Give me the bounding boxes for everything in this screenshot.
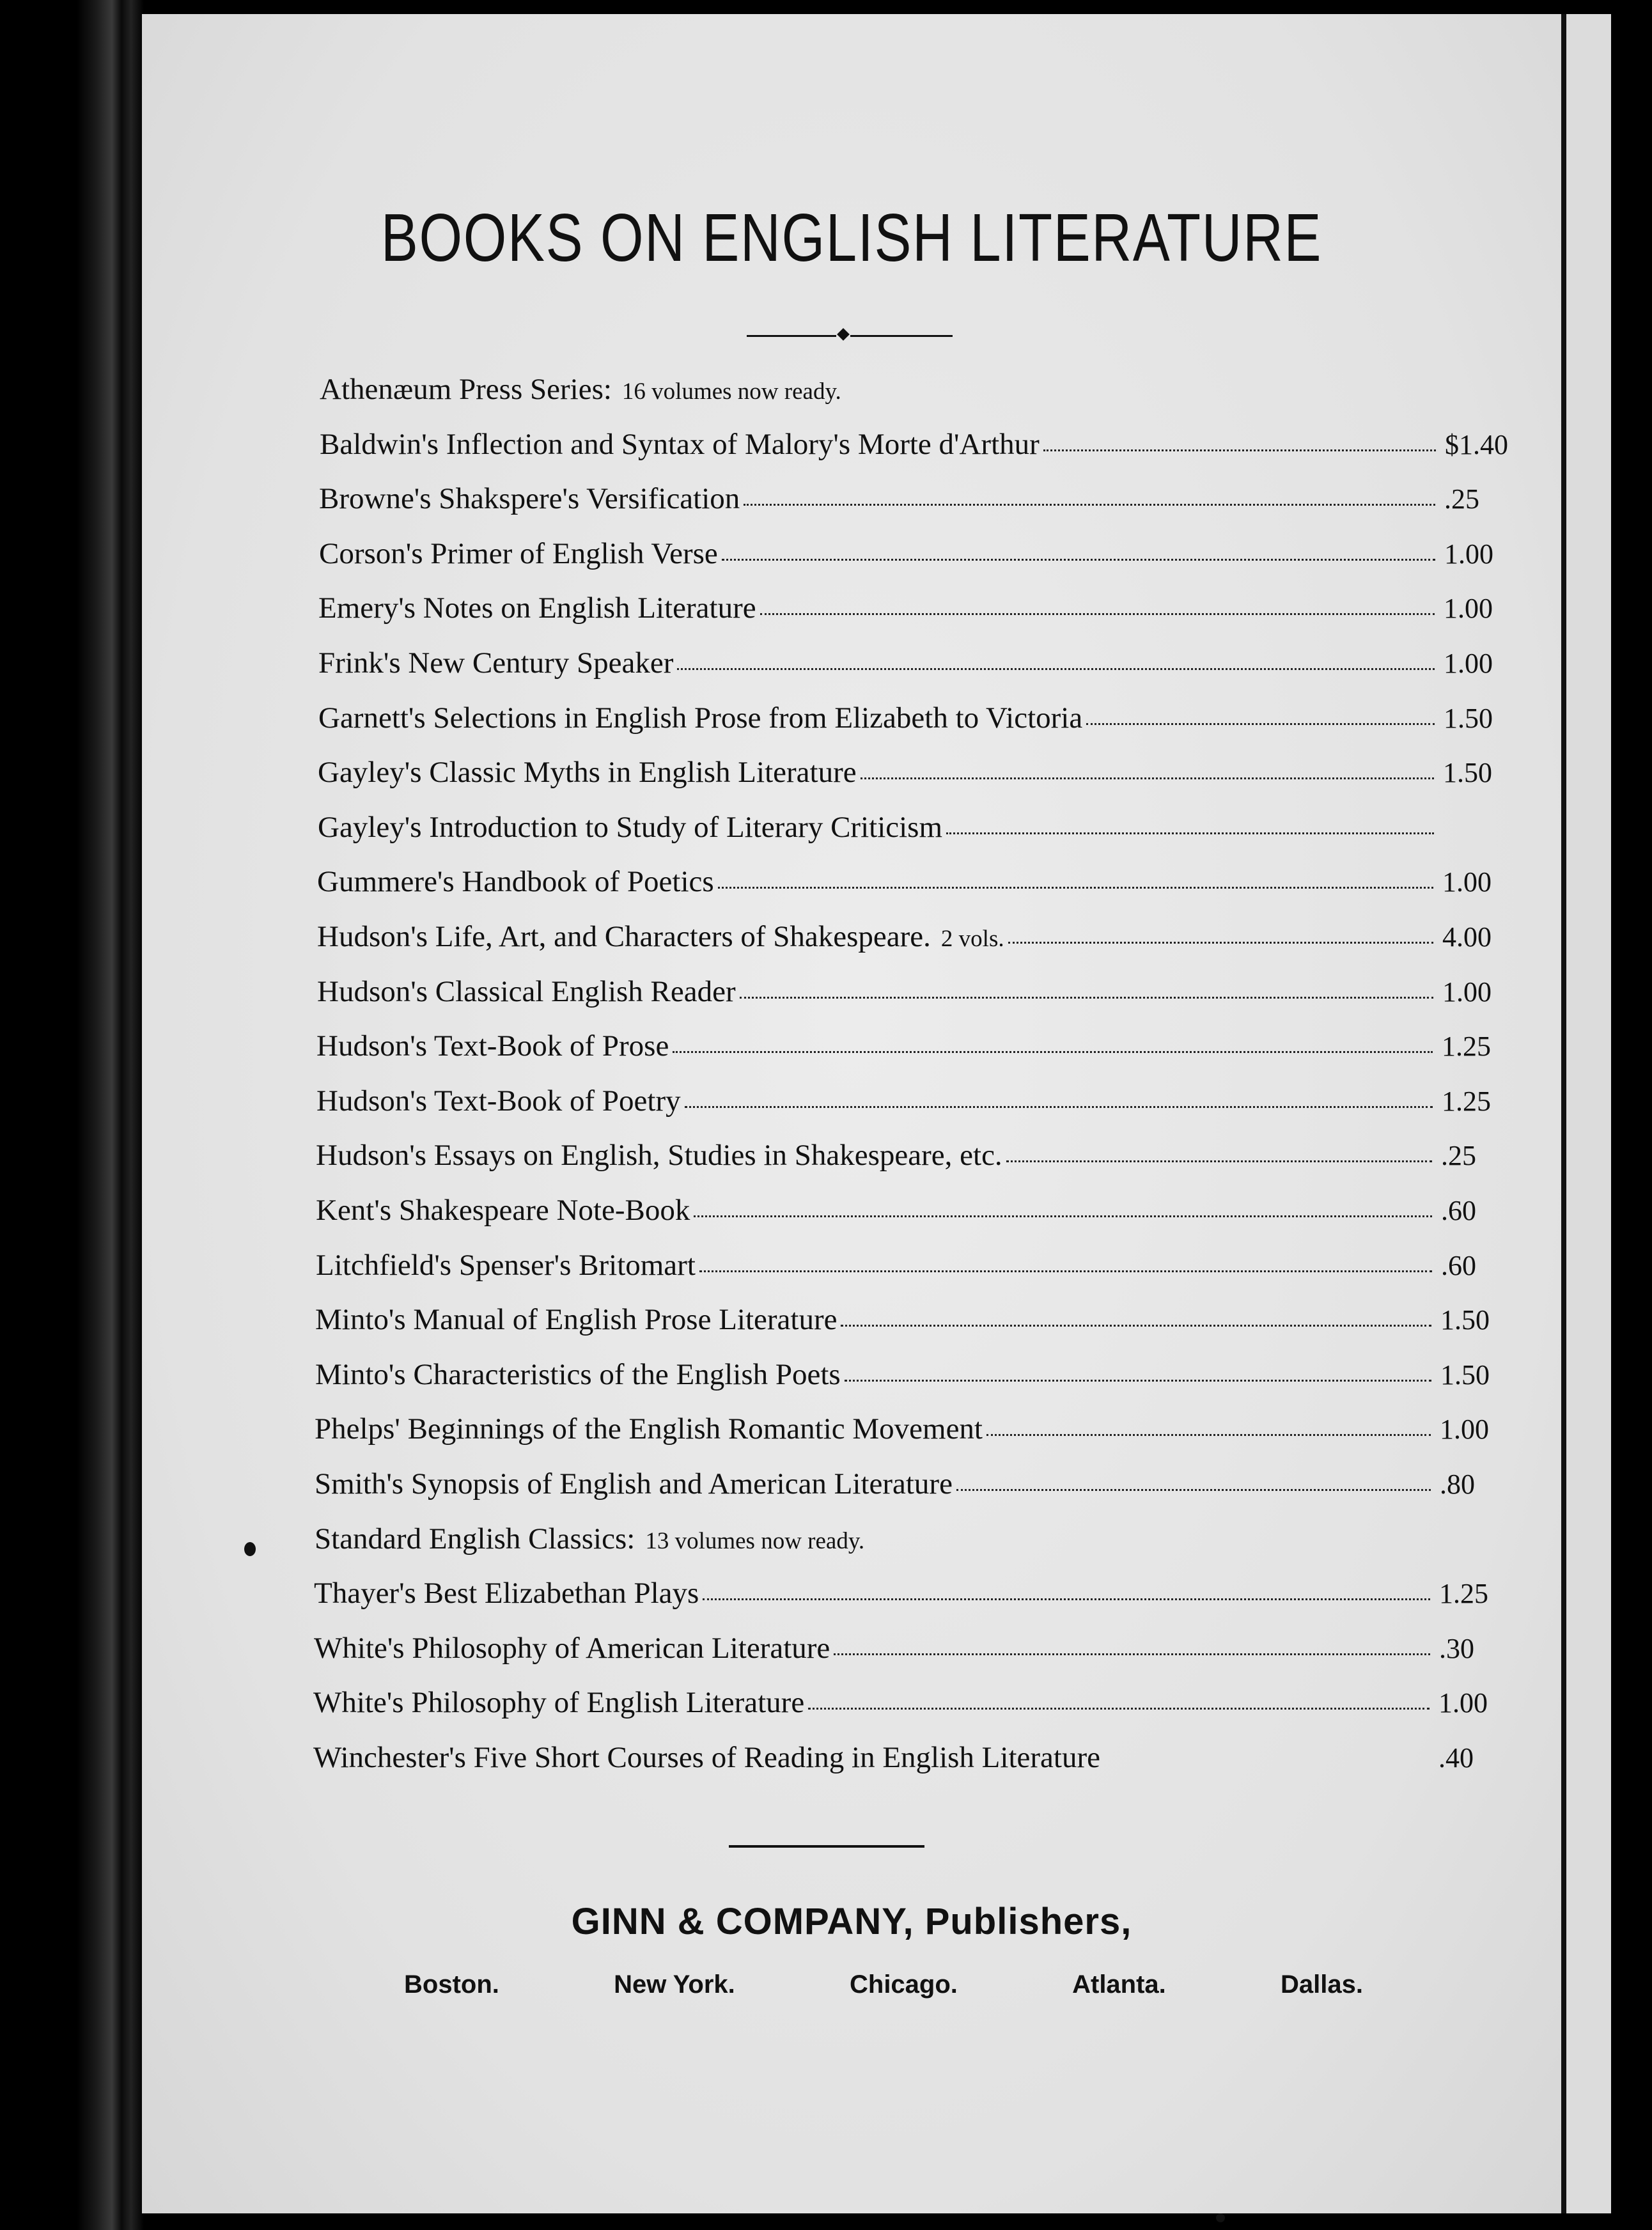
dot-leader (699, 1263, 1432, 1272)
city-list (404, 1970, 1363, 1999)
book-entry (318, 701, 1514, 752)
city-name: Boston. (404, 1970, 499, 1999)
dot-leader (1006, 1153, 1432, 1162)
book-title: Corson's Primer of English Verse (319, 536, 718, 570)
book-entry (318, 646, 1514, 697)
book-title: Garnett's Selections in English Prose from Elizabeth to Victoria (318, 701, 1083, 735)
dot-leader (808, 1700, 1430, 1710)
book-title: Gayley's Introduction to Study of Literary Criticism (318, 810, 943, 844)
ink-speck (244, 1542, 256, 1556)
book-price: 1.50 (1444, 702, 1493, 734)
city-name: Chicago. (850, 1970, 958, 1999)
book-price: 1.00 (1444, 648, 1493, 679)
book-entry (317, 919, 1513, 971)
book-price: 1.50 (1440, 1359, 1490, 1391)
catalog-page (142, 14, 1561, 2213)
book-entry (315, 1412, 1510, 1463)
book-entry (320, 372, 1515, 423)
book-title: Thayer's Best Elizabethan Plays (314, 1577, 699, 1610)
book-price: .80 (1440, 1469, 1475, 1500)
ink-speck (1216, 2213, 1225, 2222)
book-price: 1.00 (1438, 1687, 1488, 1719)
book-price: 1.50 (1443, 757, 1492, 789)
dot-leader (946, 825, 1434, 834)
book-title: White's Philosophy of English Literature (313, 1686, 805, 1720)
book-entry (313, 1685, 1509, 1736)
dot-leader (744, 496, 1435, 506)
book-title: Minto's Manual of English Prose Literature (315, 1303, 838, 1337)
dot-leader (1043, 442, 1436, 451)
book-title: Gummere's Handbook of Poetics (317, 865, 714, 899)
dot-leader (1008, 934, 1433, 944)
book-entry (315, 1522, 1510, 1573)
book-entry (316, 1029, 1512, 1080)
book-price: 1.00 (1442, 976, 1492, 1008)
book-entry (316, 1138, 1511, 1189)
dot-leader (760, 605, 1435, 615)
book-title: Litchfield's Spenser's Britomart (316, 1248, 696, 1282)
book-price: 1.00 (1444, 538, 1493, 570)
book-title: Winchester's Five Short Courses of Reading in English Literature (313, 1741, 1100, 1774)
book-price: 4.00 (1442, 921, 1492, 953)
book-title: Standard English Classics: (315, 1522, 635, 1556)
book-price: .60 (1441, 1249, 1476, 1281)
title-rule-left (747, 335, 836, 337)
title-rule-right (850, 335, 953, 337)
book-title: White's Philosophy of American Literature (314, 1631, 830, 1665)
book-entry (316, 1193, 1511, 1244)
book-title: Hudson's Essays on English, Studies in Shakespeare, etc. (316, 1139, 1002, 1173)
dot-leader (986, 1426, 1431, 1436)
dot-leader (718, 879, 1433, 889)
book-entry (318, 810, 1513, 861)
book-entry (319, 481, 1515, 533)
book-title: Kent's Shakespeare Note-Book (316, 1194, 690, 1227)
book-entry (317, 974, 1513, 1025)
book-entry (317, 864, 1513, 916)
book-price: $1.40 (1445, 428, 1508, 460)
book-title: Minto's Characteristics of the English Poets (315, 1357, 841, 1391)
book-price: .40 (1438, 1742, 1474, 1774)
dot-leader (841, 1317, 1431, 1327)
book-note: 13 volumes now ready. (645, 1527, 865, 1554)
book-entry (319, 536, 1515, 588)
book-entry (313, 1740, 1509, 1791)
book-price: 1.00 (1442, 866, 1492, 898)
book-title: Smith's Synopsis of English and American Literature (315, 1467, 953, 1501)
ornament-diamond-icon (837, 328, 850, 341)
book-price: .60 (1441, 1195, 1476, 1226)
book-title: Baldwin's Inflection and Syntax of Malory's Morte d'Arthur (320, 427, 1040, 461)
dot-leader (834, 1646, 1430, 1655)
book-entry (316, 1084, 1512, 1135)
book-entry (318, 591, 1514, 642)
book-price: 1.00 (1440, 1414, 1489, 1446)
book-spine (0, 0, 144, 2230)
book-note: 2 vols. (940, 926, 1004, 952)
book-price: .25 (1444, 483, 1479, 515)
book-title: Gayley's Classic Myths in English Literature (318, 756, 857, 790)
dot-leader (673, 1043, 1433, 1053)
dot-leader (722, 551, 1435, 561)
book-title: Hudson's Classical English Reader (317, 974, 736, 1008)
dot-leader (703, 1591, 1430, 1600)
book-entry (318, 755, 1513, 806)
book-title: Hudson's Text-Book of Poetry (316, 1084, 681, 1118)
book-price: .25 (1441, 1140, 1476, 1172)
dot-leader (956, 1481, 1431, 1491)
book-price: 1.00 (1444, 593, 1493, 625)
book-note: 16 volumes now ready. (621, 378, 841, 405)
city-name: New York. (614, 1970, 735, 1999)
book-price: 1.25 (1442, 1085, 1491, 1117)
book-title: Frink's New Century Speaker (318, 646, 674, 680)
section-divider (729, 1845, 924, 1848)
city-name: Dallas. (1281, 1970, 1363, 1999)
publisher-name: GINN & COMPANY, Publishers, (571, 1901, 1132, 1942)
dot-leader (740, 989, 1433, 999)
book-title: Browne's Shakspere's Versification (319, 482, 740, 516)
book-price: .30 (1439, 1632, 1474, 1664)
book-price: 1.50 (1440, 1304, 1490, 1336)
book-entry (316, 1248, 1511, 1299)
right-edge (1606, 0, 1652, 2230)
dot-leader (685, 1098, 1433, 1108)
book-entry (315, 1357, 1511, 1408)
book-entry (314, 1631, 1509, 1682)
dot-leader (694, 1208, 1432, 1217)
dot-leader (845, 1372, 1431, 1382)
page-title: BOOKS ON ENGLISH LITERATURE (380, 200, 1323, 276)
book-title: Hudson's Text-Book of Prose (316, 1029, 669, 1063)
dot-leader (1086, 715, 1435, 725)
book-entry (315, 1467, 1510, 1518)
book-entry (320, 427, 1515, 478)
facing-page-edge (1561, 14, 1611, 2213)
book-price: 1.25 (1442, 1031, 1491, 1063)
book-title: Hudson's Life, Art, and Characters of Shakespeare. (317, 920, 931, 953)
city-name: Atlanta. (1072, 1970, 1166, 1999)
book-entry (315, 1302, 1511, 1353)
book-price: 1.25 (1439, 1578, 1488, 1610)
book-title: Phelps' Beginnings of the English Romantic Movement (315, 1412, 983, 1446)
dot-leader (861, 770, 1434, 779)
book-title: Athenæum Press Series: (320, 373, 612, 406)
dot-leader (677, 660, 1435, 670)
book-entry (314, 1576, 1509, 1627)
book-title: Emery's Notes on English Literature (318, 591, 756, 625)
